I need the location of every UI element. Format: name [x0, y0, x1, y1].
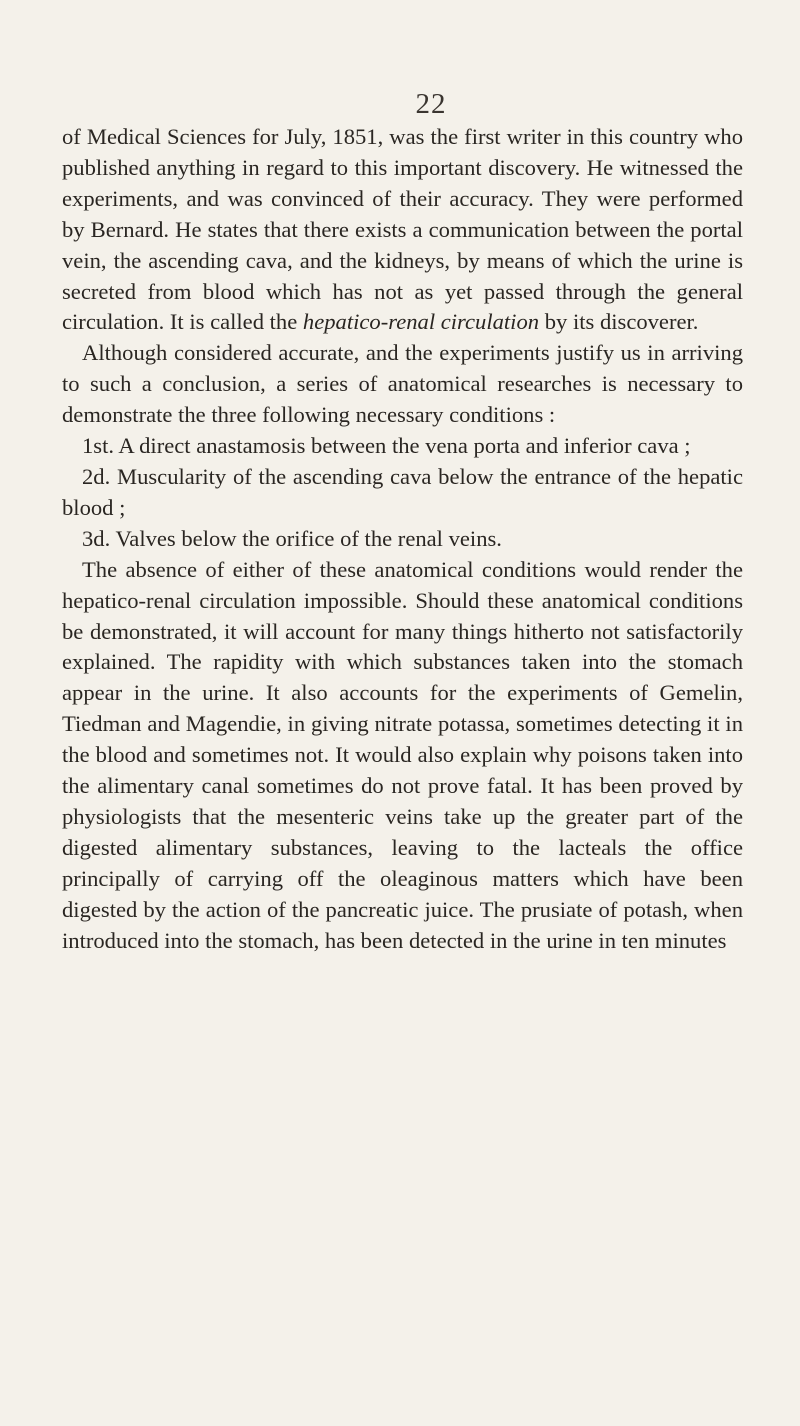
- paragraph-conditions-intro: Although considered accurate, and the experiments justify us in arriving to such a conclusion, a series of anatomical researches is necessary to demonstrate the three following necessary conditions :: [62, 340, 743, 428]
- condition-item-2: 2d. Muscularity of the ascending cava below the entrance of the hepatic blood ;: [62, 463, 743, 520]
- condition-item-3: 3d. Valves below the orifice of the renal veins.: [82, 525, 502, 551]
- page-number: 22: [415, 88, 447, 120]
- paragraph-text: of Medical Sciences for July, 1851, was the first writer in this country who published anything in regard to this important discovery. He witnessed the experiments, and was convinced of their accuracy. They were performed by Bernard. He states that there exists a communication between the portal vein, the ascending cava, and the kidneys, by means of which the urine is secreted from blood which has not as yet passed through the general circulation. It is called the: [62, 124, 743, 335]
- emphasized-term: hepatico-renal circulation: [302, 309, 540, 335]
- paragraph-text: by its discoverer.: [539, 309, 699, 335]
- paragraph-continuation: [62, 122, 743, 338]
- body-text: [62, 122, 743, 956]
- paragraph-discussion: The absence of either of these anatomical conditions would render the hepatico-renal circulation impossible. Should these anatomical conditions be demonstrated, it will account for many things hitherto not satisfactorily explained. The rapidity with which substances taken into the stomach appear in the urine. It also accounts for the experiments of Gemelin, Tiedman and Magendie, in giving nitrate potassa, sometimes detecting it in the blood and sometimes not. It would also explain why poisons taken into the alimentary canal sometimes do not prove fatal. It has been proved by physiologists that the mesenteric veins take up the greater part of the digested alimentary substances, leaving to the lacteals the office principally of carrying off the oleaginous matters which have been digested by the action of the pancreatic juice. The prusiate of potash, when introduced into the stomach, has been detected in the urine in ten minutes: [62, 556, 743, 953]
- condition-item-1: 1st. A direct anastamosis between the vena porta and inferior cava ;: [82, 433, 691, 459]
